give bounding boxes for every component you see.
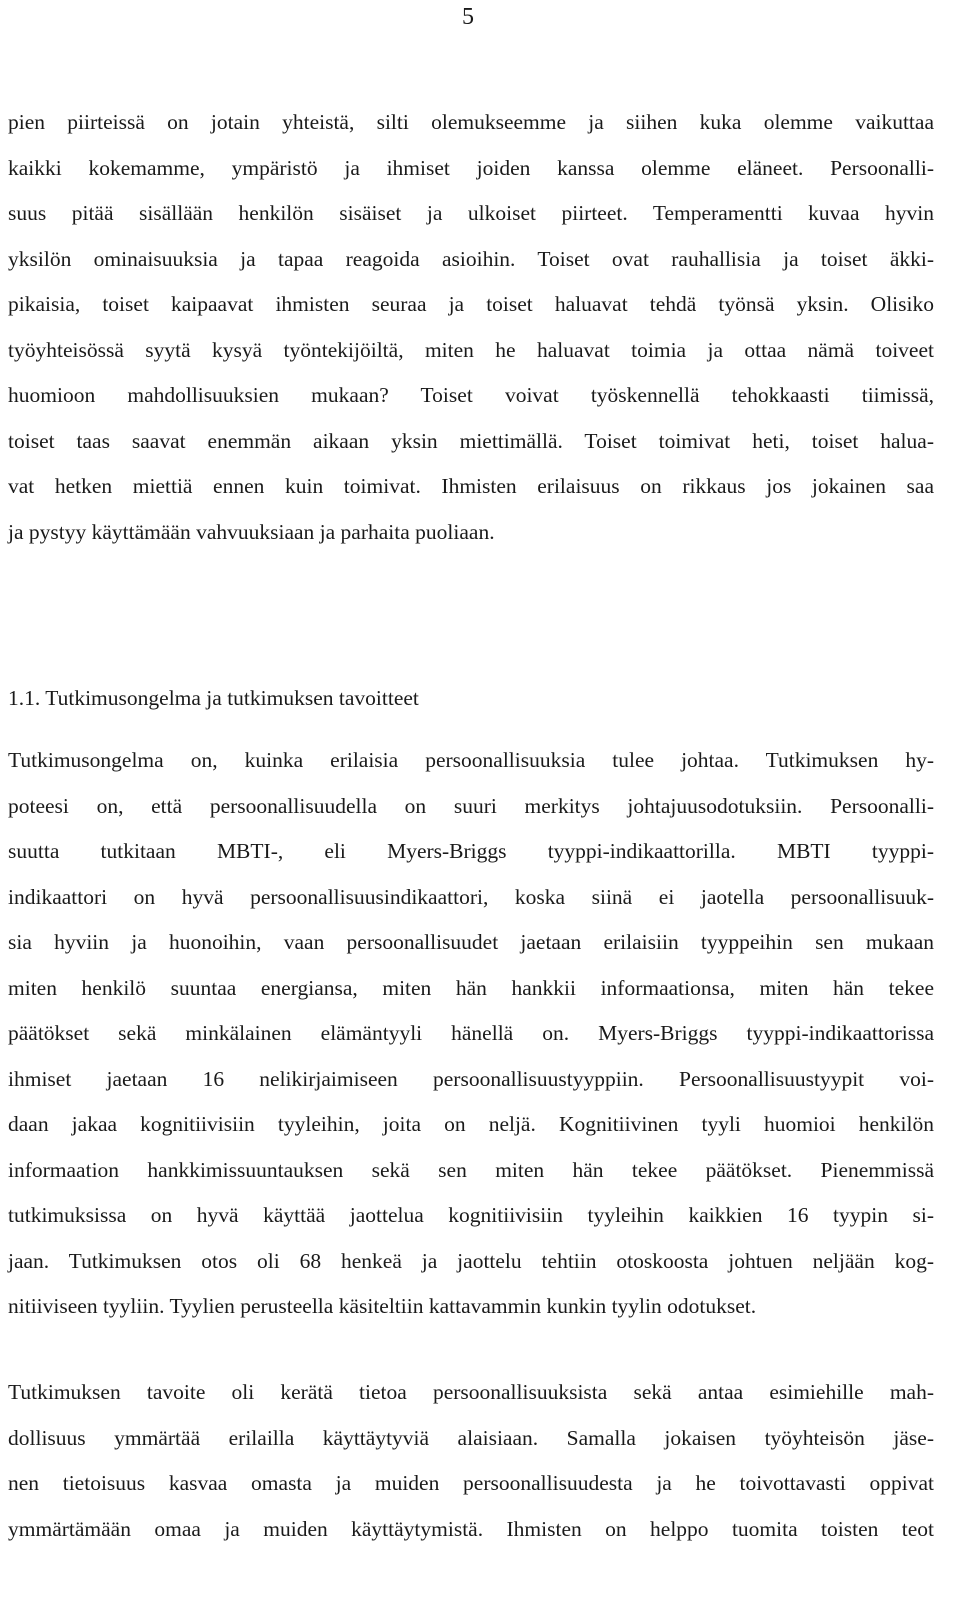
paragraph-line: suus pitää sisällään henkilön sisäiset ja ulkoiset piirteet. Temperamentti kuvaa hyvin: [8, 201, 934, 225]
paragraph-line: toiset taas saavat enemmän aikaan yksin miettimällä. Toiset toimivat heti, toiset halua-: [8, 428, 934, 453]
section-heading: 1.1. Tutkimusongelma ja tutkimuksen tavoitteet: [8, 686, 419, 710]
paragraph-line: dollisuus ymmärtää erilailla käyttäytyviä alaisiaan. Samalla jokaisen työyhteisön jäse-: [8, 1425, 934, 1450]
paragraph-line: Tutkimuksen tavoite oli kerätä tietoa persoonallisuuksista sekä antaa esimiehille mah-: [8, 1380, 934, 1404]
paragraph-line: päätökset sekä minkälainen elämäntyyli hänellä on. Myers-Briggs tyyppi-indikaattorissa: [8, 1021, 934, 1045]
paragraph-line: pien piirteissä on jotain yhteistä, silti olemukseemme ja siihen kuka olemme vaikuttaa: [8, 110, 934, 134]
page-number: 5: [462, 4, 474, 30]
paragraph-line: kaikki kokemamme, ympäristö ja ihmiset joiden kanssa olemme eläneet. Persoonalli-: [8, 155, 934, 180]
paragraph-line: daan jakaa kognitiivisiin tyyleihin, joita on neljä. Kognitiivinen tyyli huomioi henkilön: [8, 1112, 934, 1136]
paragraph-line: ymmärtämään omaa ja muiden käyttäytymistä. Ihmisten on helppo tuomita toisten teot: [8, 1516, 934, 1541]
paragraph-line: pikaisia, toiset kaipaavat ihmisten seuraa ja toiset haluavat tehdä työnsä yksin. Olisiko: [8, 292, 934, 316]
paragraph-line: sia hyviin ja huonoihin, vaan persoonallisuudet jaetaan erilaisiin tyyppeihin sen mukaan: [8, 930, 934, 954]
paragraph-line: vat hetken miettiä ennen kuin toimivat. Ihmisten erilaisuus on rikkaus jos jokainen saa: [8, 474, 934, 498]
paragraph-line: ihmiset jaetaan 16 nelikirjaimiseen persoonallisuustyyppiin. Persoonallisuustyypit voi-: [8, 1066, 934, 1091]
paragraph-line: jaan. Tutkimuksen otos oli 68 henkeä ja jaottelu tehtiin otoskoosta johtuen neljään kog-: [8, 1248, 934, 1273]
paragraph-line: informaation hankkimissuuntauksen sekä sen miten hän tekee päätökset. Pienemmissä: [8, 1157, 934, 1182]
paragraph-line: suutta tutkitaan MBTI-, eli Myers-Briggs tyyppi-indikaattorilla. MBTI tyyppi-: [8, 839, 934, 863]
paragraph-line: poteesi on, että persoonallisuudella on suuri merkitys johtajuusodotuksiin. Persoonalli-: [8, 793, 934, 818]
paragraph-line: Tutkimusongelma on, kuinka erilaisia persoonallisuuksia tulee johtaa. Tutkimuksen hy-: [8, 748, 934, 772]
paragraph-line: yksilön ominaisuuksia ja tapaa reagoida asioihin. Toiset ovat rauhallisia ja toiset äkki-: [8, 246, 934, 271]
paragraph-line: nen tietoisuus kasvaa omasta ja muiden persoonallisuudesta ja he toivottavasti oppivat: [8, 1471, 934, 1495]
paragraph-personality: [8, 100, 934, 555]
paragraph-line: indikaattori on hyvä persoonallisuusindikaattori, koska siinä ei jaotella persoonallisuuk-: [8, 884, 934, 909]
paragraph-line: ja pystyy käyttämään vahvuuksiaan ja parhaita puoliaan.: [8, 519, 495, 544]
paragraph-line: huomioon mahdollisuuksien mukaan? Toiset voivat työskennellä tehokkaasti tiimissä,: [8, 383, 934, 407]
paragraph-line: miten henkilö suuntaa energiansa, miten hän hankkii informaationsa, miten hän tekee: [8, 975, 934, 1000]
paragraph-line: nitiiviseen tyyliin. Tyylien perusteella käsiteltiin kattavammin kunkin tyylin odotukset.: [8, 1294, 757, 1318]
paragraph-research-goal: [8, 1370, 934, 1552]
paragraph-line: tutkimuksissa on hyvä käyttää jaottelua kognitiivisiin tyyleihin kaikkien 16 tyypin si-: [8, 1203, 934, 1227]
paragraph-line: työyhteisössä syytä kysyä työntekijöiltä, miten he haluavat toimia ja ottaa nämä toiveet: [8, 337, 934, 362]
paragraph-research-problem: [8, 738, 934, 1330]
